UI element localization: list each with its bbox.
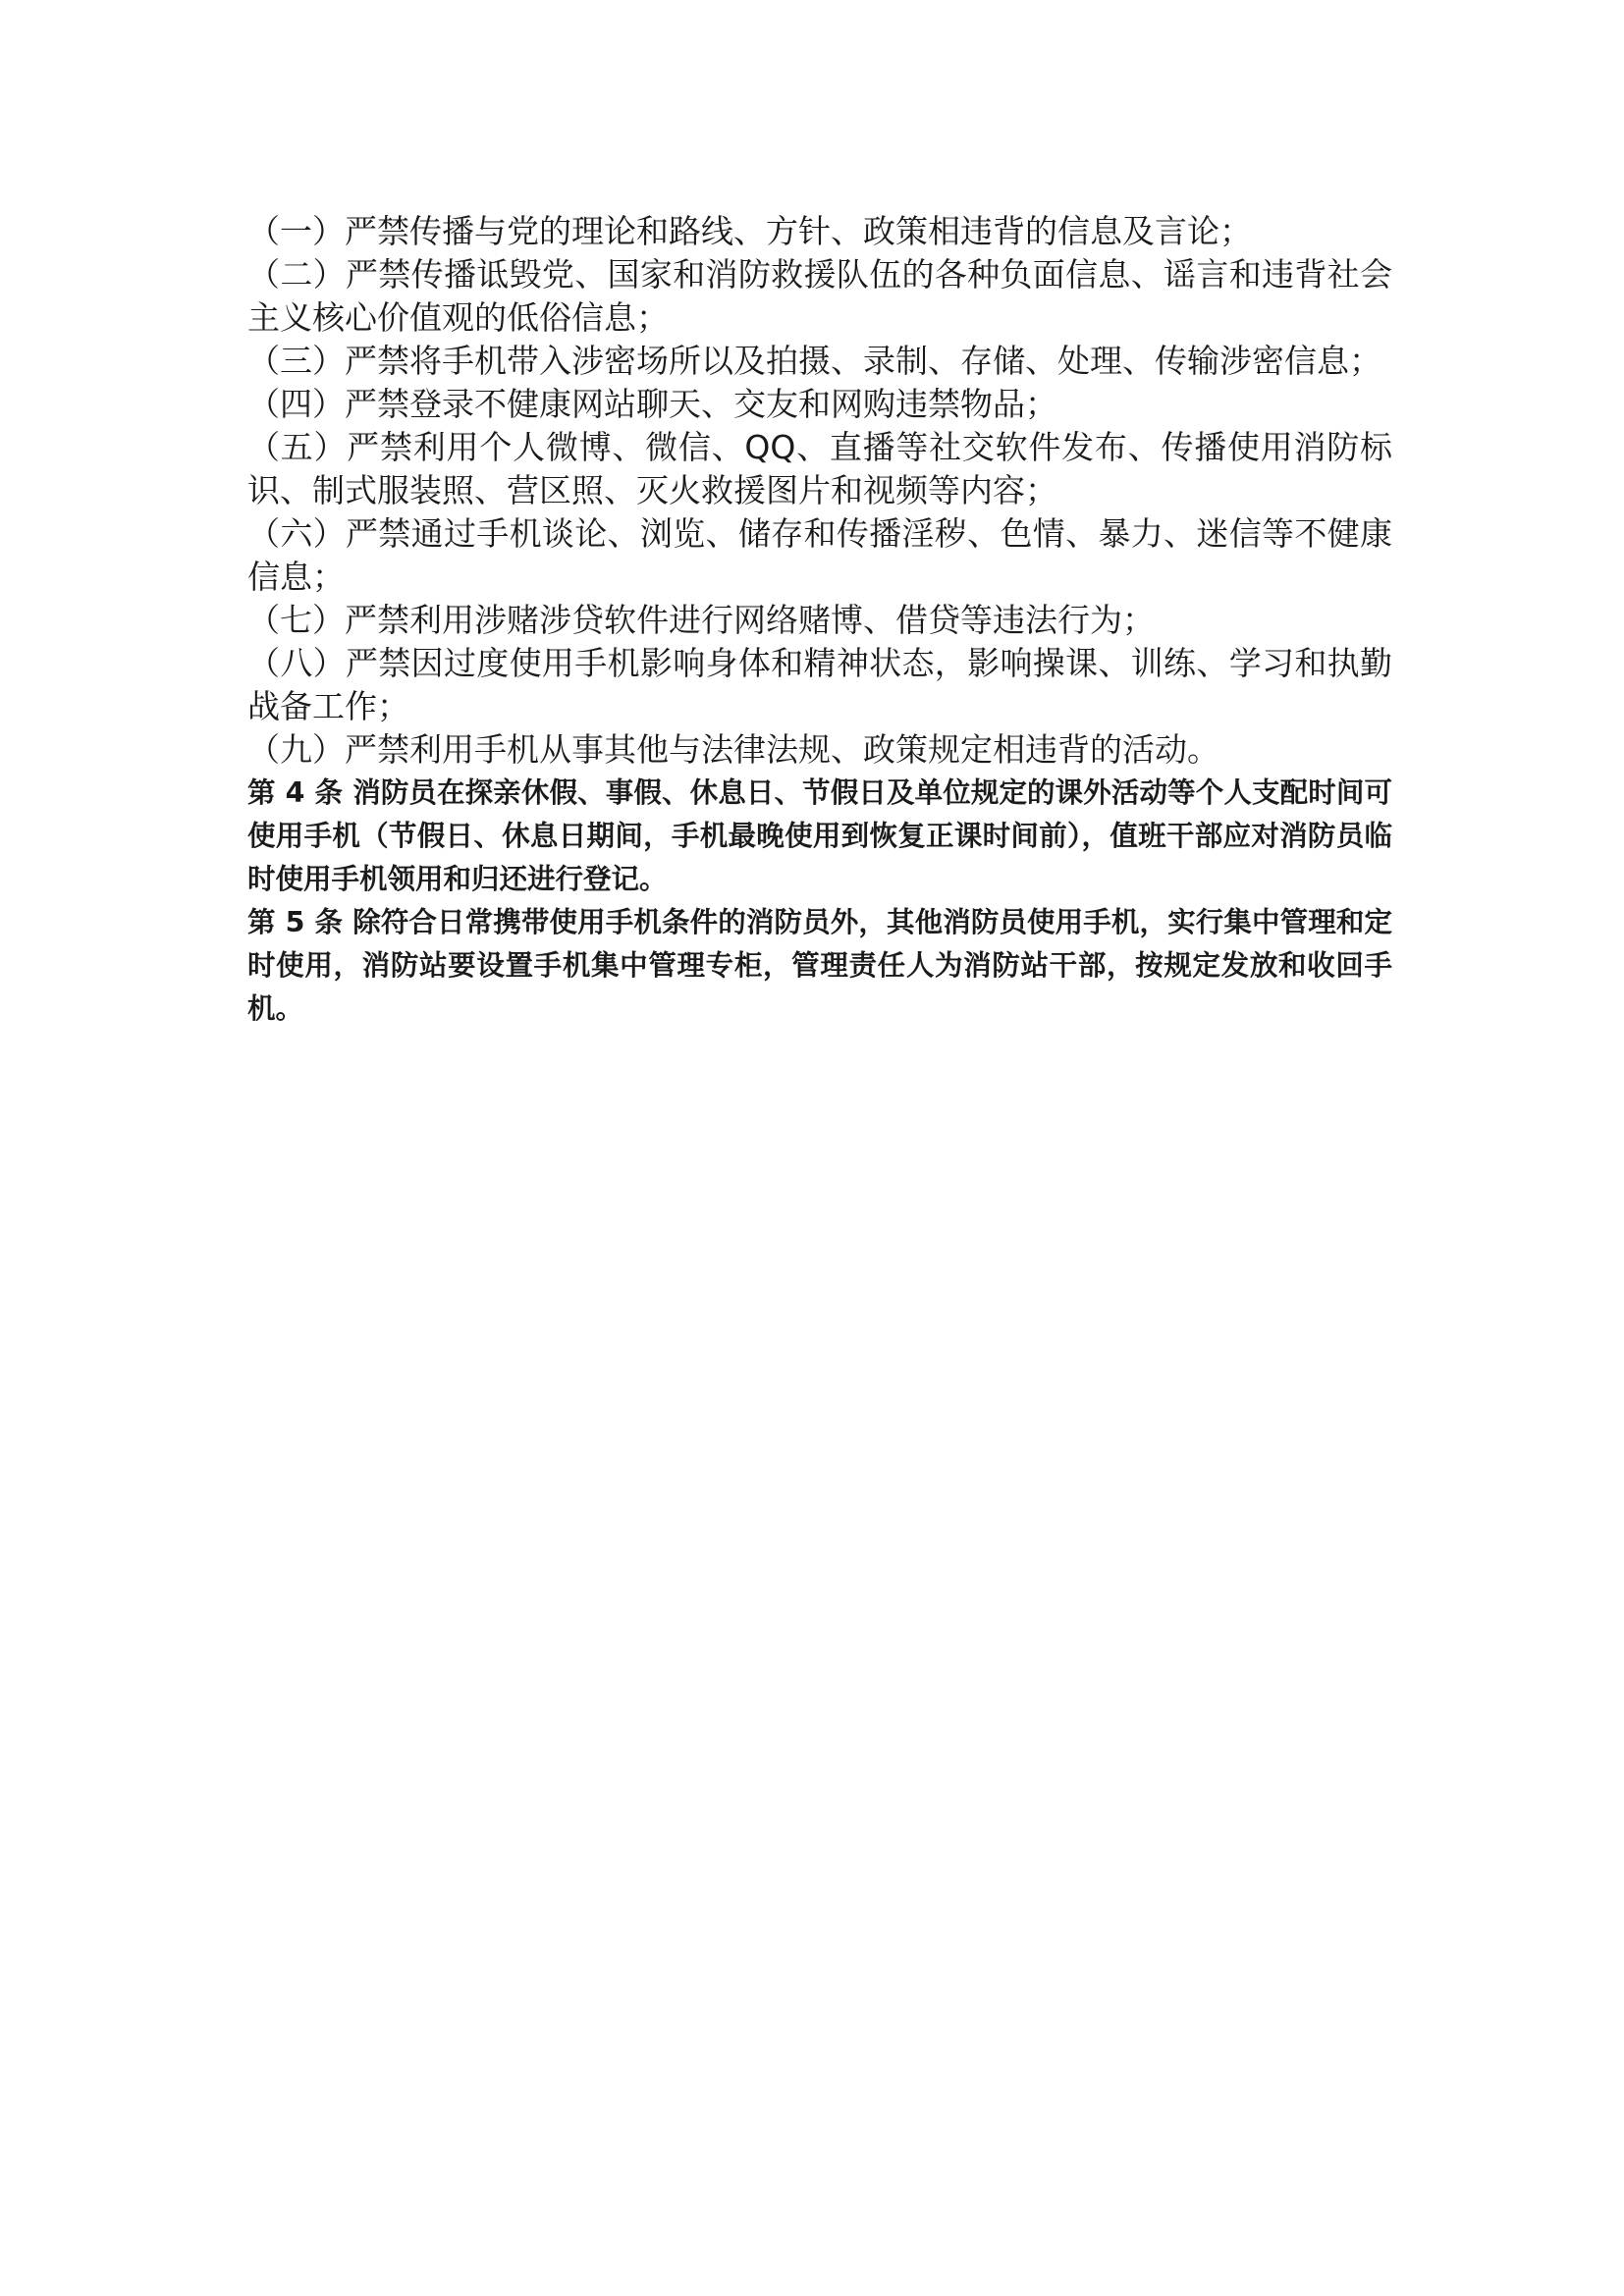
- prohibition-item-4: （四）严禁登录不健康网站聊天、交友和网购违禁物品；: [247, 385, 1057, 423]
- prohibition-item-1: （一）严禁传播与党的理论和路线、方针、政策相违背的信息及言论；: [247, 212, 1252, 250]
- article-4: 第 4 条 消防员在探亲休假、事假、休息日、节假日及单位规定的课外活动等个人支配时间可使用手机（节假日、休息日期间，手机最晚使用到恢复正课时间前），值班干部应对消防员临时使用手机领用和归还进行登记。: [247, 776, 1392, 895]
- prohibition-item-6: （六）严禁通过手机谈论、浏览、储存和传播淫秽、色情、暴力、迷信等不健康信息；: [247, 514, 1392, 596]
- prohibition-item-8: （八）严禁因过度使用手机影响身体和精神状态，影响操课、训练、学习和执勤战备工作；: [247, 644, 1392, 725]
- prohibition-item-5: （五）严禁利用个人微博、微信、QQ、直播等社交软件发布、传播使用消防标识、制式服装照、营区照、灭火救援图片和视频等内容；: [247, 428, 1392, 509]
- document-body: [247, 210, 1392, 1031]
- article-5: 第 5 条 除符合日常携带使用手机条件的消防员外，其他消防员使用手机，实行集中管理和定时使用，消防站要设置手机集中管理专柜，管理责任人为消防站干部，按规定发放和收回手机。: [247, 906, 1392, 1025]
- prohibition-item-2: （二）严禁传播诋毁党、国家和消防救援队伍的各种负面信息、谣言和违背社会主义核心价值观的低俗信息；: [247, 255, 1392, 337]
- prohibition-item-7: （七）严禁利用涉赌涉贷软件进行网络赌博、借贷等违法行为；: [247, 601, 1155, 639]
- prohibition-item-9: （九）严禁利用手机从事其他与法律法规、政策规定相违背的活动。: [247, 730, 1219, 769]
- prohibition-item-3: （三）严禁将手机带入涉密场所以及拍摄、录制、存储、处理、传输涉密信息；: [247, 342, 1381, 380]
